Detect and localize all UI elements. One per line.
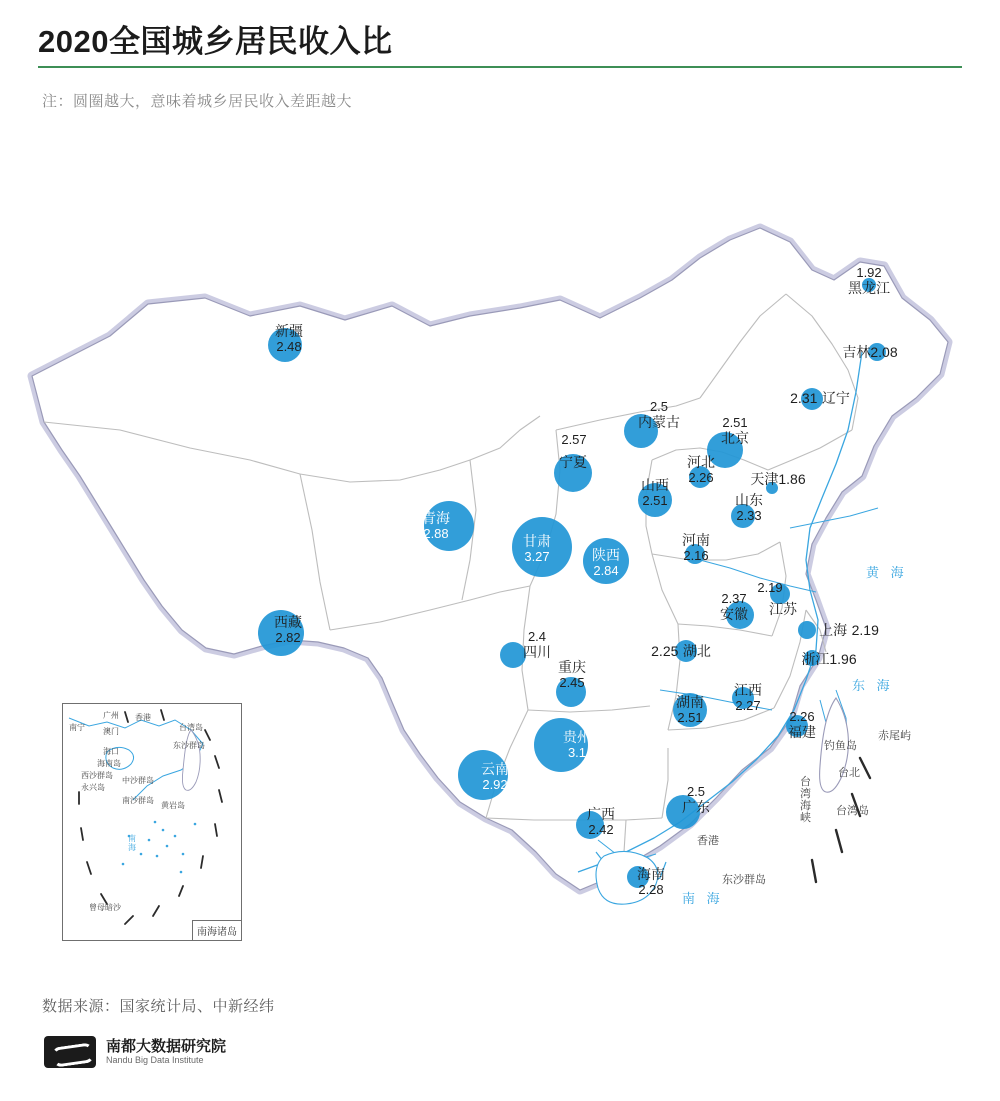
bubble-shandong[interactable]: [731, 504, 755, 528]
label-ningxia-value: [561, 433, 586, 448]
region-name: 宁夏: [559, 454, 587, 470]
bubble-zhejiang[interactable]: [804, 650, 820, 666]
region-name: 河南: [682, 532, 710, 548]
region-value: 2.82: [275, 629, 301, 645]
bubble-henan[interactable]: [685, 544, 705, 564]
region-value: 2.51: [677, 709, 703, 725]
region-value: 2.57: [561, 432, 587, 447]
region-name: 云南: [481, 761, 509, 777]
page-title: 2020全国城乡居民收入比: [38, 24, 393, 59]
region-name: 重庆: [558, 659, 586, 675]
bubble-tianjin[interactable]: [766, 482, 778, 494]
region-value: 2.26: [789, 709, 815, 724]
annotation-chiwei: 赤尾屿: [878, 730, 911, 742]
bubble-yunnan[interactable]: [458, 750, 508, 800]
sea-label-east: 东 海: [852, 678, 894, 693]
region-value: 2.45: [559, 674, 585, 690]
region-value: 2.16: [683, 547, 709, 563]
region-value: 1.86: [778, 471, 806, 487]
bubble-liaoning[interactable]: [801, 388, 823, 410]
inset-text-zengmu: 曾母暗沙: [89, 903, 121, 912]
inset-text-south-sea: 南 海: [128, 834, 136, 853]
inset-text-nanning: 南宁: [69, 723, 85, 732]
bubble-shanxi[interactable]: [638, 483, 672, 517]
region-name: 广西: [587, 806, 615, 822]
region-value: 3.27: [524, 548, 550, 564]
region-name: 新疆: [275, 323, 303, 339]
region-name: 贵州: [563, 729, 591, 745]
page-subtitle: 注：圆圈越大，意味着城乡居民收入差距越大: [42, 93, 353, 110]
region-value: 2.27: [735, 697, 761, 713]
region-name: 黑龙江: [848, 279, 890, 296]
inset-text-yongxing: 永兴岛: [81, 783, 105, 792]
bubble-inner-mongolia[interactable]: [624, 414, 658, 448]
inset-text-huangyan: 黄岩岛: [161, 801, 185, 810]
logo-name-en: Nandu Big Data Institute: [106, 1055, 204, 1066]
bubble-fujian[interactable]: [786, 715, 808, 737]
region-name: 河北: [687, 454, 715, 470]
region-value: 2.37: [721, 591, 747, 606]
label-shanghai: [819, 622, 879, 640]
sea-label-south: 南 海: [682, 891, 724, 906]
inset-text-guangzhou: 广州: [103, 711, 119, 720]
inset-text-hainan-island: 海南岛: [97, 759, 121, 768]
region-name: 青海: [422, 510, 450, 526]
region-value: 2.31: [790, 390, 818, 406]
inset-caption: 南海诸岛: [192, 920, 241, 940]
inset-text-zhongsha: 中沙群岛: [122, 776, 154, 785]
region-name: 北京: [721, 429, 749, 446]
annotation-taiwan-strait: 台湾海峡: [800, 776, 811, 825]
region-name: 福建: [788, 723, 816, 740]
bubble-jilin[interactable]: [868, 343, 886, 361]
logo-name-cn: 南都大数据研究院: [106, 1037, 227, 1055]
label-sichuan: [523, 630, 551, 660]
title-divider: [38, 66, 962, 68]
region-name: 湖南: [676, 694, 704, 710]
region-value: 2.19: [757, 580, 783, 595]
region-value: 2.33: [736, 507, 762, 523]
region-name: 天津: [750, 471, 779, 487]
region-value: 2.84: [593, 562, 619, 578]
bubble-shaanxi[interactable]: [583, 538, 629, 584]
region-name: 浙江: [801, 651, 830, 667]
bubble-guizhou[interactable]: [534, 718, 588, 772]
region-value: 2.08: [870, 344, 898, 360]
bubble-hubei[interactable]: [675, 640, 697, 662]
inset-text-taiwan-island: 台湾岛: [179, 723, 203, 732]
inset-text-macau: 澳门: [103, 727, 119, 736]
region-name: 广东: [682, 798, 710, 815]
bubble-guangxi[interactable]: [576, 811, 604, 839]
region-value: 2.92: [482, 776, 508, 792]
region-value: 2.51: [722, 415, 748, 430]
region-value: 2.51: [642, 492, 668, 508]
bubble-sichuan[interactable]: [500, 642, 526, 668]
region-name: 山西: [641, 477, 669, 493]
bubble-hebei[interactable]: [689, 466, 711, 488]
region-value: 2.4: [527, 629, 547, 644]
label-tianjin: [750, 471, 805, 489]
bubble-chongqing[interactable]: [556, 674, 586, 707]
bubble-gansu[interactable]: [512, 517, 572, 577]
annotation-taiwan-island: 台湾岛: [836, 805, 869, 817]
region-name: 吉林: [842, 344, 871, 360]
region-value: 2.88: [423, 525, 449, 541]
sea-label-yellow: 黄 海: [866, 565, 908, 580]
bubble-tibet[interactable]: [258, 610, 304, 656]
region-name: 陕西: [592, 547, 620, 563]
bubble-qinghai[interactable]: [424, 501, 474, 551]
inset-text-nansha: 南沙群岛: [122, 796, 154, 805]
region-name: 海南: [637, 866, 665, 882]
bubble-jiangsu[interactable]: [770, 584, 790, 604]
region-name: 江苏: [769, 601, 797, 617]
inset-text-haikou: 海口: [103, 747, 119, 756]
annotation-dongsha: 东沙群岛: [722, 874, 766, 886]
source-note: 数据来源：国家统计局、中新经纬: [42, 998, 275, 1015]
annotation-diaoyu: 钓鱼岛: [824, 740, 857, 752]
annotation-hongkong: 香港: [697, 835, 719, 847]
bubble-beijing[interactable]: [707, 432, 743, 468]
inset-text-xisha: 西沙群岛: [81, 771, 113, 780]
region-value: 1.96: [829, 651, 857, 667]
bubble-xinjiang[interactable]: [268, 328, 302, 362]
region-value: 3.1: [567, 744, 587, 760]
region-value: 1.92: [856, 265, 882, 280]
region-name: 内蒙古: [638, 413, 680, 430]
region-name: 江西: [734, 682, 762, 698]
region-value: 2.5: [649, 399, 669, 414]
inset-text-dongsha: 东沙群岛: [173, 741, 205, 750]
bubble-hunan[interactable]: [673, 693, 707, 727]
publisher-logo: [44, 1036, 226, 1068]
region-name: 安徽: [720, 605, 748, 622]
region-value: 2.28: [638, 881, 664, 897]
region-value: 2.5: [686, 784, 706, 799]
bubble-heilongjiang[interactable]: [862, 278, 876, 292]
region-name: 西藏: [274, 614, 302, 630]
region-value: 2.26: [688, 469, 714, 485]
logo-mark-icon: [44, 1036, 96, 1068]
region-name: 山东: [735, 492, 763, 508]
bubble-anhui[interactable]: [726, 601, 754, 629]
annotation-taipei: 台北: [838, 767, 860, 779]
inset-text-hongkong: 香港: [135, 713, 151, 722]
bubble-shanghai[interactable]: [798, 621, 816, 639]
region-value: 2.19: [851, 622, 879, 638]
south-china-sea-inset: [62, 703, 242, 941]
region-value: 2.42: [588, 821, 614, 837]
bubble-jiangxi[interactable]: [732, 687, 754, 709]
bubble-ningxia[interactable]: [554, 454, 592, 492]
region-name: 甘肃: [523, 533, 551, 549]
china-map: [0, 130, 1000, 960]
bubble-guangdong[interactable]: [666, 795, 700, 829]
region-value: 2.25: [651, 643, 679, 659]
label-jiangsu: [769, 602, 797, 618]
region-name: 四川: [523, 643, 551, 660]
region-value: 2.48: [276, 338, 302, 354]
region-name: 上海: [819, 622, 848, 638]
bubble-hainan[interactable]: [627, 866, 649, 888]
region-name: 辽宁: [821, 390, 850, 406]
region-name: 湖北: [682, 643, 711, 659]
